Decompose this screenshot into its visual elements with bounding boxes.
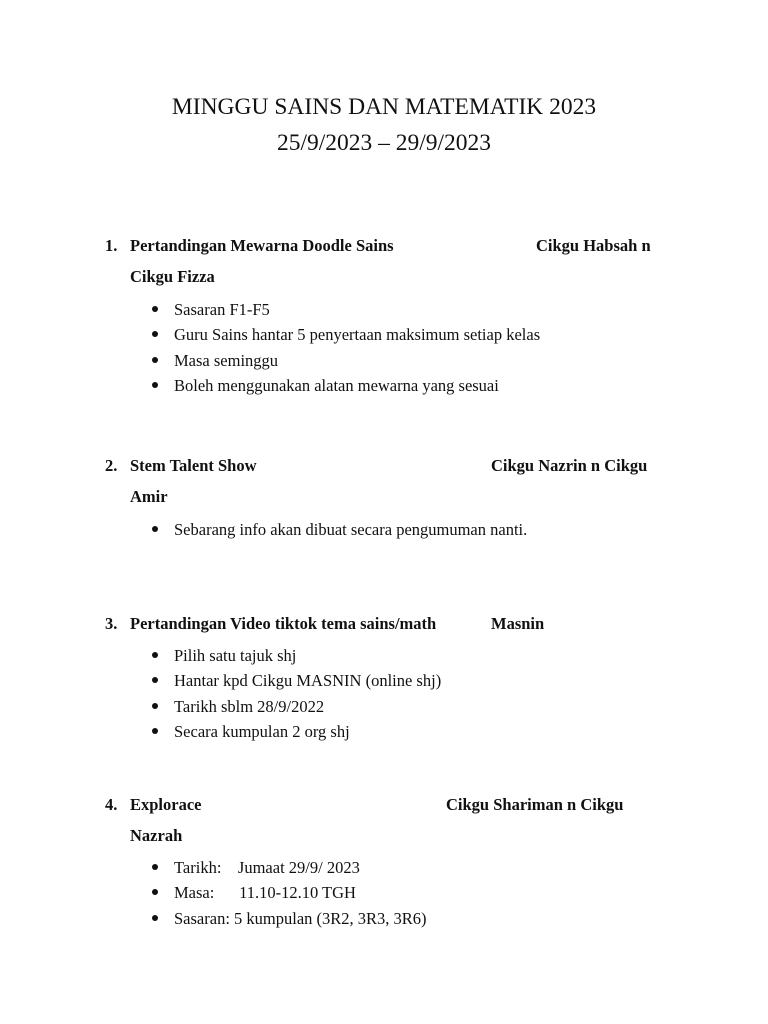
date-range: 25/9/2023 – 29/9/2023	[276, 130, 492, 156]
section-number: 4.	[105, 795, 118, 814]
bullet-icon	[152, 677, 158, 683]
section-items	[148, 855, 427, 931]
list-item: Pilih satu tajuk shj	[148, 643, 441, 668]
section-responsible-cont: Cikgu Fizza	[130, 267, 215, 286]
list-item: Sebarang info akan dibuat secara pengumuman nanti.	[148, 517, 527, 542]
list-item: Masa seminggu	[148, 348, 540, 373]
section-responsible-cont: Amir	[130, 487, 168, 506]
list-item: Secara kumpulan 2 org shj	[148, 719, 441, 744]
section-responsible: Cikgu Shariman n Cikgu	[446, 795, 624, 814]
section-number: 3.	[105, 614, 118, 633]
section-responsible: Masnin	[491, 614, 545, 633]
list-item: Sasaran F1-F5	[148, 297, 540, 322]
list-item: Masa: 11.10-12.10 TGH	[148, 880, 427, 905]
bullet-icon	[152, 703, 158, 709]
bullet-icon	[152, 728, 158, 734]
section-title: Pertandingan Video tiktok tema sains/math	[130, 614, 437, 633]
list-item: Tarikh sblm 28/9/2022	[148, 694, 441, 719]
section-items	[148, 643, 441, 744]
list-item: Boleh menggunakan alatan mewarna yang sesuai	[148, 373, 540, 398]
section-items	[148, 517, 527, 542]
section-responsible: Cikgu Nazrin n Cikgu	[491, 456, 648, 475]
section-responsible-cont: Nazrah	[130, 826, 183, 845]
section-responsible: Cikgu Habsah n	[536, 236, 651, 255]
bullet-icon	[152, 331, 158, 337]
bullet-icon	[152, 357, 158, 363]
bullet-icon	[152, 864, 158, 870]
bullet-icon	[152, 526, 158, 532]
section-title: Pertandingan Mewarna Doodle Sains	[130, 236, 394, 255]
bullet-icon	[152, 915, 158, 921]
section-title: Stem Talent Show	[130, 456, 257, 475]
list-item: Sasaran: 5 kumpulan (3R2, 3R3, 3R6)	[148, 906, 427, 931]
section-items	[148, 297, 540, 398]
list-item: Guru Sains hantar 5 penyertaan maksimum setiap kelas	[148, 322, 540, 347]
bullet-icon	[152, 306, 158, 312]
bullet-icon	[152, 382, 158, 388]
section-number: 1.	[105, 236, 118, 255]
bullet-icon	[152, 889, 158, 895]
list-item: Tarikh: Jumaat 29/9/ 2023	[148, 855, 427, 880]
section-title: Explorace	[130, 795, 202, 814]
bullet-icon	[152, 652, 158, 658]
list-item: Hantar kpd Cikgu MASNIN (online shj)	[148, 668, 441, 693]
section-number: 2.	[105, 456, 118, 475]
document-title: MINGGU SAINS DAN MATEMATIK 2023	[171, 94, 597, 120]
